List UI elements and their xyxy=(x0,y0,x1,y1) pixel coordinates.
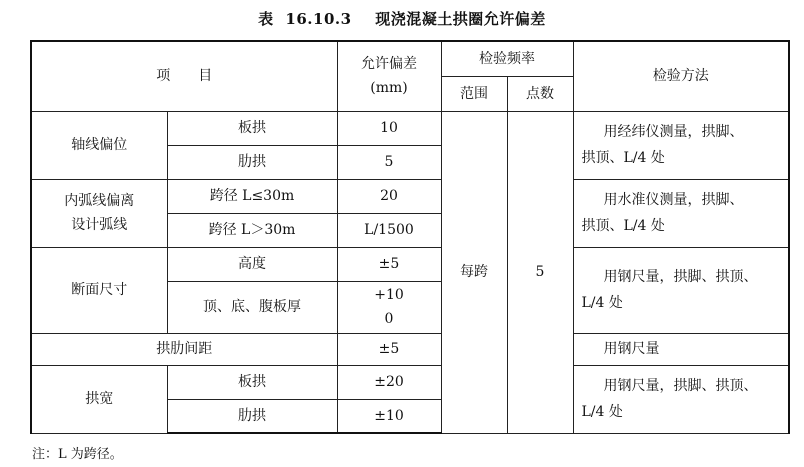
tolerance-value: ±10 xyxy=(337,399,441,433)
caption-label: 表 xyxy=(258,10,274,28)
sub-item: 肋拱 xyxy=(167,145,337,179)
tolerance-value: 20 xyxy=(337,179,441,213)
points-value: 5 xyxy=(507,111,573,433)
sub-item: 跨径 L≤30m xyxy=(167,179,337,213)
sub-item: 顶、底、腹板厚 xyxy=(167,281,337,333)
table-caption xyxy=(0,8,804,29)
tolerance-line: +10 xyxy=(374,287,404,303)
method-cell xyxy=(573,365,789,433)
header-points: 点数 xyxy=(507,76,573,111)
caption-number: 16.10.3 xyxy=(285,10,352,28)
tolerance-line: 0 xyxy=(384,311,394,327)
method-line: 用钢尺量，拱脚、拱顶、 xyxy=(603,378,758,394)
header-tolerance-line1: 允许偏差 xyxy=(361,56,417,73)
tolerance-table xyxy=(30,40,790,434)
sub-item: 板拱 xyxy=(167,111,337,145)
tolerance-value xyxy=(337,281,441,333)
tolerance-value: ±20 xyxy=(337,365,441,399)
group-name-line: 内弧线偏离 xyxy=(64,193,135,209)
method-cell xyxy=(573,179,789,247)
method-line: L/4 处 xyxy=(581,295,623,311)
header-frequency: 检验频率 xyxy=(441,41,573,76)
method-line: 拱顶、L/4 处 xyxy=(581,150,665,166)
group-name-width: 拱宽 xyxy=(31,365,167,433)
method-line: 用钢尺量，拱脚、拱顶、 xyxy=(603,269,758,285)
tolerance-value: ±5 xyxy=(337,333,441,365)
tolerance-value: L/1500 xyxy=(337,213,441,247)
tolerance-value: 5 xyxy=(337,145,441,179)
sub-item: 高度 xyxy=(167,247,337,281)
header-item: 项 目 xyxy=(31,41,337,111)
group-name-line: 设计弧线 xyxy=(71,217,128,233)
header-tolerance xyxy=(337,41,441,111)
method-line: 用经纬仪测量，拱脚、 xyxy=(603,124,744,140)
method-line: L/4 处 xyxy=(581,404,623,420)
method-cell xyxy=(573,111,789,179)
method-cell xyxy=(573,333,789,365)
sub-item: 板拱 xyxy=(167,365,337,399)
group-name-axis: 轴线偏位 xyxy=(31,111,167,179)
tolerance-value: ±5 xyxy=(337,247,441,281)
header-method: 检验方法 xyxy=(573,41,789,111)
header-tolerance-line2: (mm) xyxy=(370,80,408,97)
sub-item: 肋拱 xyxy=(167,399,337,433)
header-range: 范围 xyxy=(441,76,507,111)
method-line: 拱顶、L/4 处 xyxy=(581,218,665,234)
method-line: 用水准仪测量，拱脚、 xyxy=(603,192,744,208)
group-name-section: 断面尺寸 xyxy=(31,247,167,333)
table-note: 注：L 为跨径。 xyxy=(32,447,123,462)
group-name-arc xyxy=(31,179,167,247)
method-cell xyxy=(573,247,789,333)
sub-item: 跨径 L＞30m xyxy=(167,213,337,247)
method-line: 用钢尺量 xyxy=(603,341,660,357)
group-name-rib-spacing: 拱肋间距 xyxy=(31,333,337,365)
tolerance-value: 10 xyxy=(337,111,441,145)
range-value: 每跨 xyxy=(441,111,507,433)
caption-text: 现浇混凝土拱圈允许偏差 xyxy=(375,10,546,28)
